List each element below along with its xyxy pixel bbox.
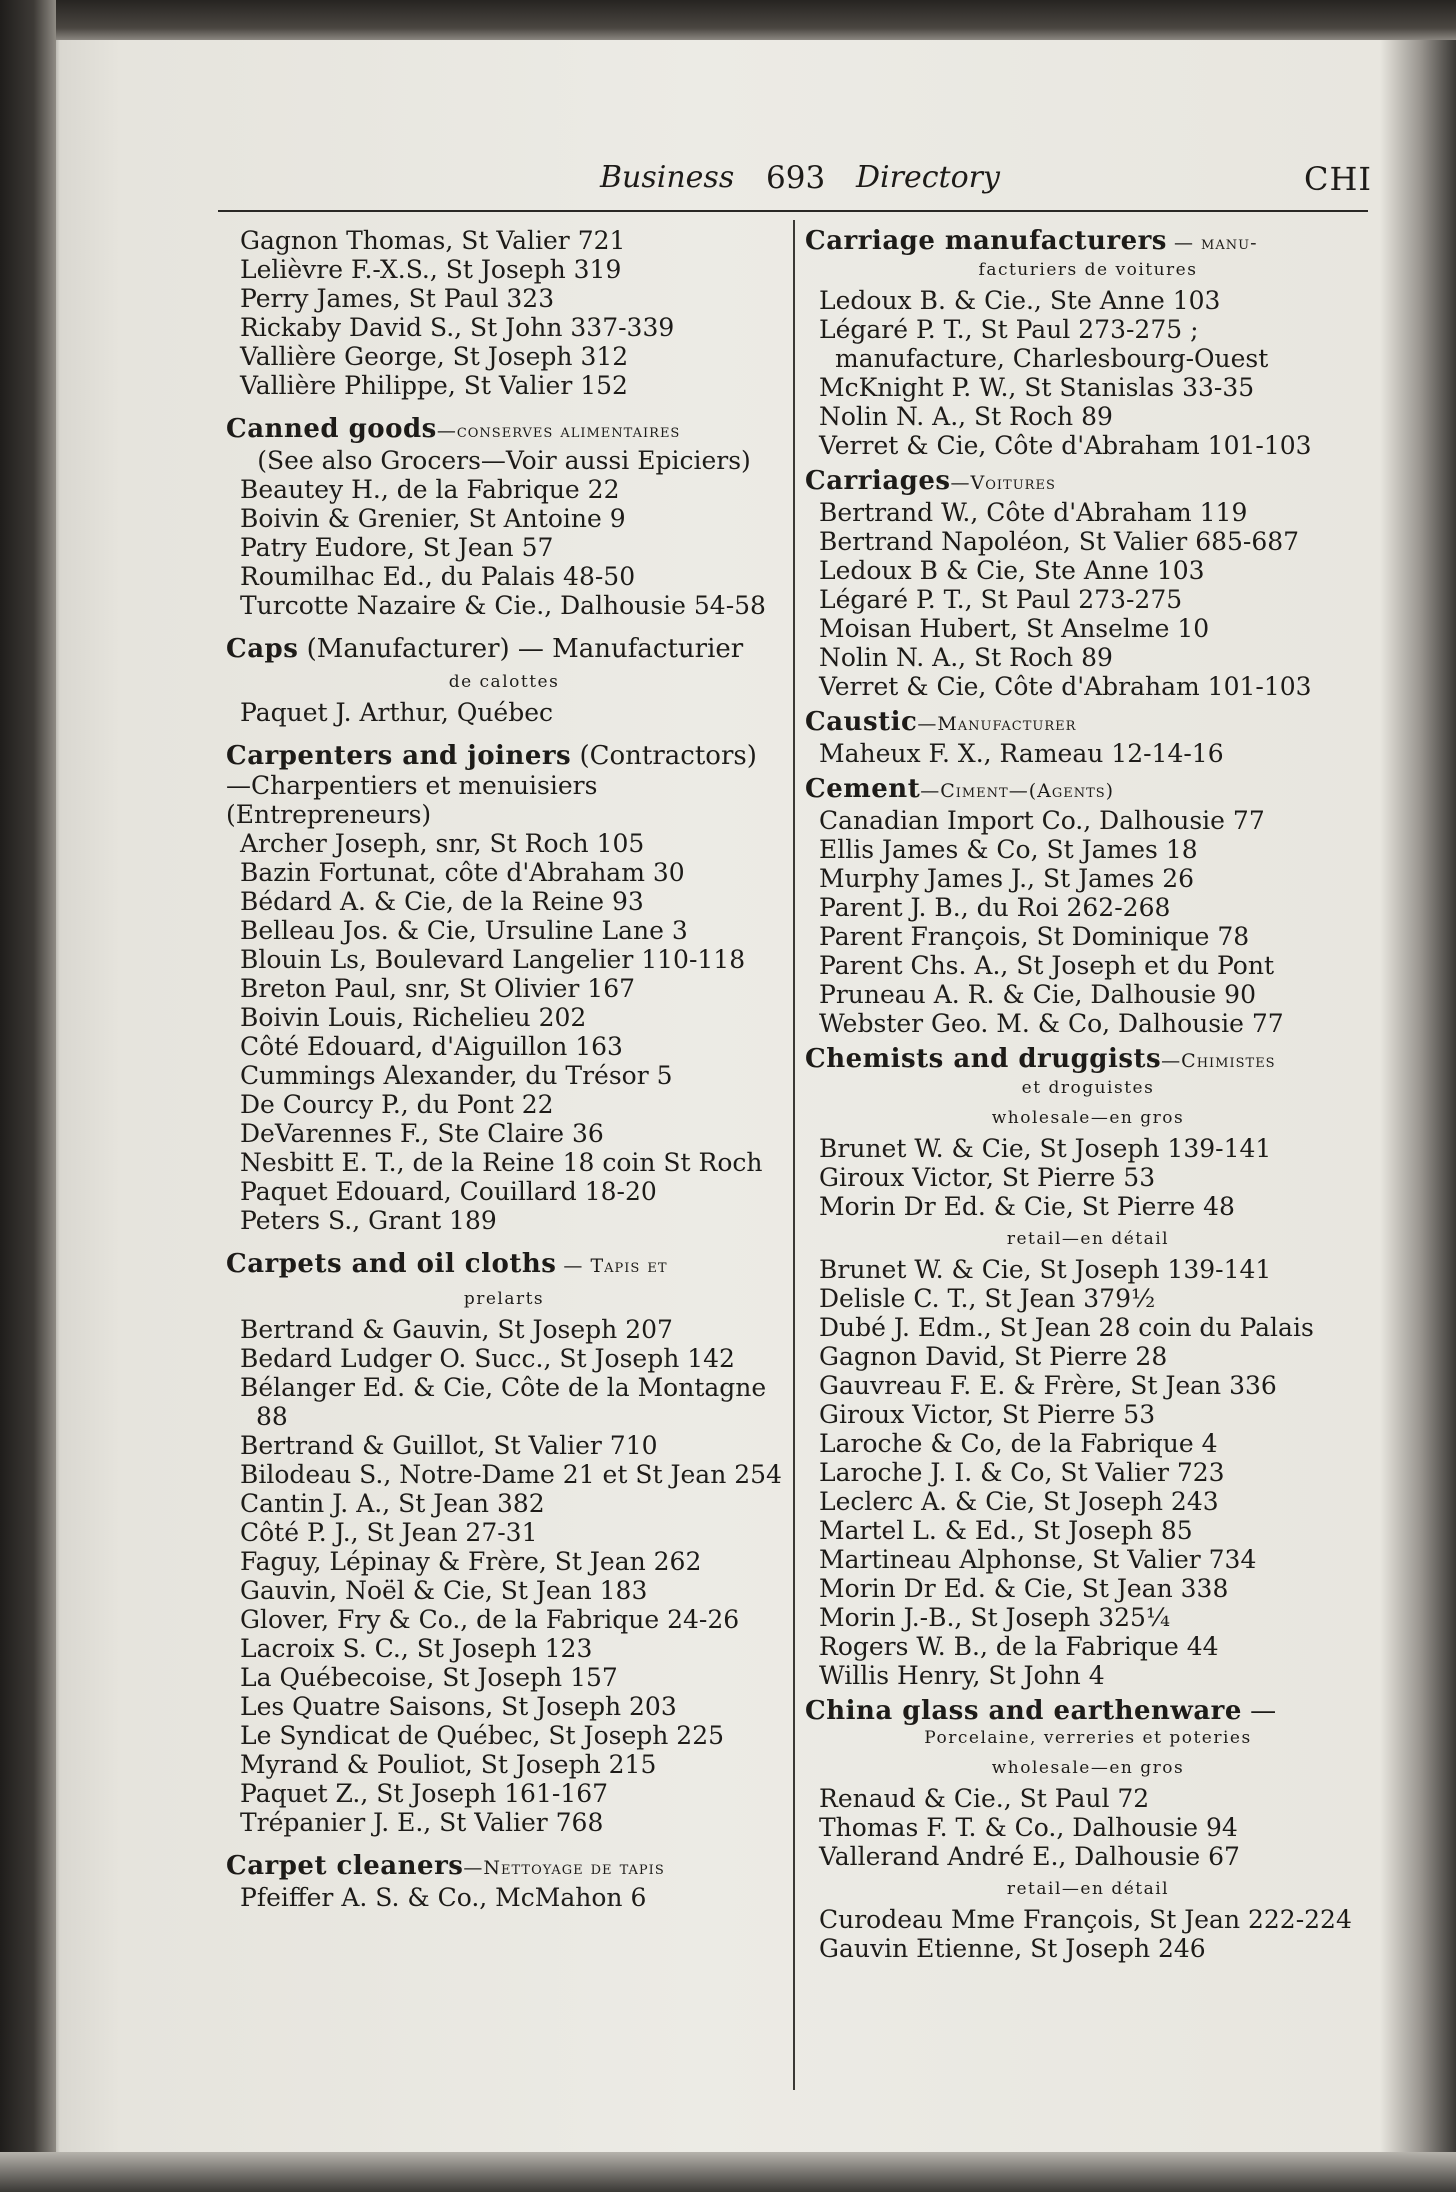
list-item: Boivin & Grenier, St Antoine 9	[240, 504, 626, 533]
list-item: Turcotte Nazaire & Cie., Dalhousie 54-58	[240, 591, 766, 620]
list-item: Ellis James & Co, St James 18	[819, 835, 1198, 864]
list-item: Verret & Cie, Côte d'Abraham 101-103	[819, 431, 1312, 460]
list-item: Ledoux B. & Cie., Ste Anne 103	[819, 286, 1221, 315]
list-item: Beautey H., de la Fabrique 22	[240, 475, 620, 504]
list-item: Les Quatre Saisons, St Joseph 203	[240, 1692, 677, 1721]
list-item: Nolin N. A., St Roch 89	[819, 402, 1113, 431]
list-item: Lacroix S. C., St Joseph 123	[240, 1634, 593, 1663]
list-item: Paquet Edouard, Couillard 18-20	[240, 1177, 657, 1206]
list-item: Perry James, St Paul 323	[240, 284, 555, 313]
list-item: Morin J.-B., St Joseph 325¼	[819, 1603, 1171, 1632]
page-header	[600, 160, 1380, 210]
list-item: McKnight P. W., St Stanislas 33-35	[819, 373, 1255, 402]
subsection-label: retail—en détail	[1006, 1879, 1170, 1899]
category-carriage-manufacturers	[805, 226, 1371, 258]
list-item: Roumilhac Ed., du Palais 48-50	[240, 562, 636, 591]
list-item: Bertrand Napoléon, St Valier 685-687	[819, 527, 1300, 556]
intro-entries	[226, 226, 782, 400]
list-item: Côté P. J., St Jean 27-31	[240, 1518, 538, 1547]
category-title: Chemists and druggists	[805, 1044, 1162, 1074]
list-item: Légaré P. T., St Paul 273-275 ; manufacture, Charlesbourg-Ouest	[819, 315, 1269, 373]
category-french-cont: et droguistes	[1021, 1078, 1155, 1098]
list-item: Gagnon David, St Pierre 28	[819, 1342, 1168, 1371]
list-item: Cantin J. A., St Jean 382	[240, 1489, 545, 1518]
category-carpenters	[226, 741, 782, 771]
list-item: Brunet W. & Cie, St Joseph 139-141	[819, 1255, 1272, 1284]
list-item: Leclerc A. & Cie, St Joseph 243	[819, 1487, 1219, 1516]
list-item: Myrand & Pouliot, St Joseph 215	[240, 1750, 657, 1779]
list-item: Parent Chs. A., St Joseph et du Pont	[819, 951, 1275, 980]
category-french-cont: Porcelaine, verreries et poteries	[924, 1728, 1252, 1748]
list-item: Giroux Victor, St Pierre 53	[819, 1400, 1156, 1429]
list-item: Peters S., Grant 189	[240, 1206, 497, 1235]
category-title: Carpenters and joiners	[226, 741, 572, 771]
category-french: —Chimistes	[1161, 1050, 1276, 1072]
list-item: Lelièvre F.-X.S., St Joseph 319	[240, 255, 622, 284]
list-item: Gauvin Etienne, St Joseph 246	[819, 1934, 1206, 1963]
category-french: —Nettoyage de tapis	[463, 1857, 665, 1879]
list-item: Bedard Ludger O. Succ., St Joseph 142	[240, 1344, 735, 1373]
category-description: (Manufacturer) — Manufacturier	[298, 634, 744, 664]
list-item: Cummings Alexander, du Trésor 5	[240, 1061, 673, 1090]
list-item: Faguy, Lépinay & Frère, St Jean 262	[240, 1547, 702, 1576]
list-item: Morin Dr Ed. & Cie, St Jean 338	[819, 1574, 1229, 1603]
category-title: Carpet cleaners	[226, 1851, 464, 1881]
category-carpets	[226, 1249, 782, 1281]
category-cement	[805, 774, 1371, 806]
category-title: China glass and earthenware	[805, 1696, 1242, 1726]
category-french: —Voitures	[950, 472, 1056, 494]
list-item: Paquet Z., St Joseph 161-167	[240, 1779, 609, 1808]
list-item: Bertrand & Gauvin, St Joseph 207	[240, 1315, 673, 1344]
list-item: Giroux Victor, St Pierre 53	[819, 1163, 1156, 1192]
list-item: Le Syndicat de Québec, St Joseph 225	[240, 1721, 725, 1750]
list-item: Parent François, St Dominique 78	[819, 922, 1250, 951]
list-item: Martel L. & Ed., St Joseph 85	[819, 1516, 1193, 1545]
list-item: Laroche & Co, de la Fabrique 4	[819, 1429, 1218, 1458]
list-item: Martineau Alphonse, St Valier 734	[819, 1545, 1257, 1574]
category-french: — Tapis et	[556, 1255, 668, 1277]
list-item: Glover, Fry & Co., de la Fabrique 24-26	[240, 1605, 740, 1634]
list-item: La Québecoise, St Joseph 157	[240, 1663, 618, 1692]
category-french: de calottes	[448, 672, 560, 692]
category-caps	[226, 634, 782, 664]
left-column	[226, 226, 782, 1912]
category-title: Carriage manufacturers	[805, 226, 1167, 256]
list-item: Bertrand W., Côte d'Abraham 119	[819, 498, 1248, 527]
subsection-label: retail—en détail	[1006, 1229, 1170, 1249]
list-item: Trépanier J. E., St Valier 768	[240, 1808, 604, 1837]
list-item: Willis Henry, St John 4	[819, 1661, 1105, 1690]
subsection-label: wholesale—en gros	[991, 1108, 1185, 1128]
category-title: Caps	[226, 634, 299, 664]
list-item: Vallière Philippe, St Valier 152	[240, 371, 628, 400]
category-french: —Ciment—(Agents)	[920, 780, 1115, 802]
list-item: Gagnon Thomas, St Valier 721	[240, 226, 626, 255]
list-item: Archer Joseph, snr, St Roch 105	[240, 829, 645, 858]
category-caustic	[805, 707, 1371, 739]
list-item: Laroche J. I. & Co, St Valier 723	[819, 1458, 1225, 1487]
category-title: Carpets and oil cloths	[226, 1249, 557, 1279]
list-item: Renaud & Cie., St Paul 72	[819, 1784, 1150, 1813]
header-section: CHI	[1303, 160, 1372, 198]
category-french: —conserves alimentaires	[436, 420, 681, 442]
list-item: Paquet J. Arthur, Québec	[240, 698, 554, 727]
list-item: Parent J. B., du Roi 262-268	[819, 893, 1171, 922]
list-item: Canadian Import Co., Dalhousie 77	[819, 806, 1265, 835]
list-item: Nolin N. A., St Roch 89	[819, 643, 1113, 672]
category-french: — manu-	[1166, 232, 1258, 254]
list-item: Verret & Cie, Côte d'Abraham 101-103	[819, 672, 1312, 701]
list-item: Curodeau Mme François, St Jean 222-224	[819, 1905, 1352, 1934]
list-item: Murphy James J., St James 26	[819, 864, 1195, 893]
list-item: Bélanger Ed. & Cie, Côte de la Montagne 88	[240, 1373, 767, 1431]
category-french: —Manufacturer	[917, 713, 1077, 735]
category-title: Carriages	[805, 466, 951, 496]
category-title: Caustic	[805, 707, 918, 737]
category-description: (Contractors)	[571, 741, 757, 771]
list-item: Côté Edouard, d'Aiguillon 163	[240, 1032, 623, 1061]
right-column	[805, 226, 1371, 1963]
list-item: Morin Dr Ed. & Cie, St Pierre 48	[819, 1192, 1235, 1221]
header-title: Business	[600, 160, 735, 195]
list-item: Vallière George, St Joseph 312	[240, 342, 629, 371]
category-french-cont: facturiers de voitures	[978, 260, 1198, 280]
category-carpet-cleaners	[226, 1851, 782, 1883]
category-carriages	[805, 466, 1371, 498]
list-item: Nesbitt E. T., de la Reine 18 coin St Roch	[240, 1148, 763, 1177]
list-item: Gauvin, Noël & Cie, St Jean 183	[240, 1576, 648, 1605]
list-item: Vallerand André E., Dalhousie 67	[819, 1842, 1240, 1871]
list-item: Légaré P. T., St Paul 273-275	[819, 585, 1183, 614]
list-item: Maheux F. X., Rameau 12-14-16	[819, 739, 1224, 768]
category-note: (See also Grocers—Voir aussi Epiciers)	[257, 446, 751, 475]
list-item: Webster Geo. M. & Co, Dalhousie 77	[819, 1009, 1284, 1038]
header-directory: Directory	[856, 160, 1000, 195]
list-item: Belleau Jos. & Cie, Ursuline Lane 3	[240, 916, 688, 945]
list-item: Rickaby David S., St John 337-339	[240, 313, 675, 342]
category-chemists	[805, 1044, 1371, 1076]
list-item: Pruneau A. R. & Cie, Dalhousie 90	[819, 980, 1256, 1009]
list-item: Moisan Hubert, St Anselme 10	[819, 614, 1210, 643]
subsection-label: wholesale—en gros	[991, 1758, 1185, 1778]
list-item: Brunet W. & Cie, St Joseph 139-141	[819, 1134, 1272, 1163]
list-item: DeVarennes F., Ste Claire 36	[240, 1119, 604, 1148]
list-item: Bazin Fortunat, côte d'Abraham 30	[240, 858, 685, 887]
header-rule	[218, 210, 1368, 212]
list-item: Ledoux B & Cie, Ste Anne 103	[819, 556, 1205, 585]
list-item: Bilodeau S., Notre-Dame 21 et St Jean 254	[240, 1460, 782, 1489]
list-item: Rogers W. B., de la Fabrique 44	[819, 1632, 1219, 1661]
list-item: Thomas F. T. & Co., Dalhousie 94	[819, 1813, 1238, 1842]
category-canned-goods	[226, 414, 782, 446]
list-item: Breton Paul, snr, St Olivier 167	[240, 974, 636, 1003]
list-item: Delisle C. T., St Jean 379½	[819, 1284, 1156, 1313]
list-item: De Courcy P., du Pont 22	[240, 1090, 554, 1119]
category-title: Cement	[805, 774, 921, 804]
list-item: Dubé J. Edm., St Jean 28 coin du Palais	[819, 1313, 1314, 1342]
category-title: Canned goods	[226, 414, 437, 444]
list-item: Bertrand & Guillot, St Valier 710	[240, 1431, 658, 1460]
category-dash: —	[1241, 1696, 1277, 1726]
column-divider	[793, 220, 795, 2090]
header-page-number: 693	[766, 160, 826, 196]
category-china	[805, 1696, 1371, 1726]
category-french-cont: prelarts	[463, 1289, 545, 1309]
list-item: Boivin Louis, Richelieu 202	[240, 1003, 587, 1032]
list-item: Patry Eudore, St Jean 57	[240, 533, 554, 562]
list-item: Pfeiffer A. S. & Co., McMahon 6	[240, 1883, 647, 1912]
list-item: Bédard A. & Cie, de la Reine 93	[240, 887, 644, 916]
category-french: —Charpentiers et menuisiers (Entrepreneurs)	[226, 771, 598, 829]
list-item: Gauvreau F. E. & Frère, St Jean 336	[819, 1371, 1277, 1400]
list-item: Blouin Ls, Boulevard Langelier 110-118	[240, 945, 746, 974]
